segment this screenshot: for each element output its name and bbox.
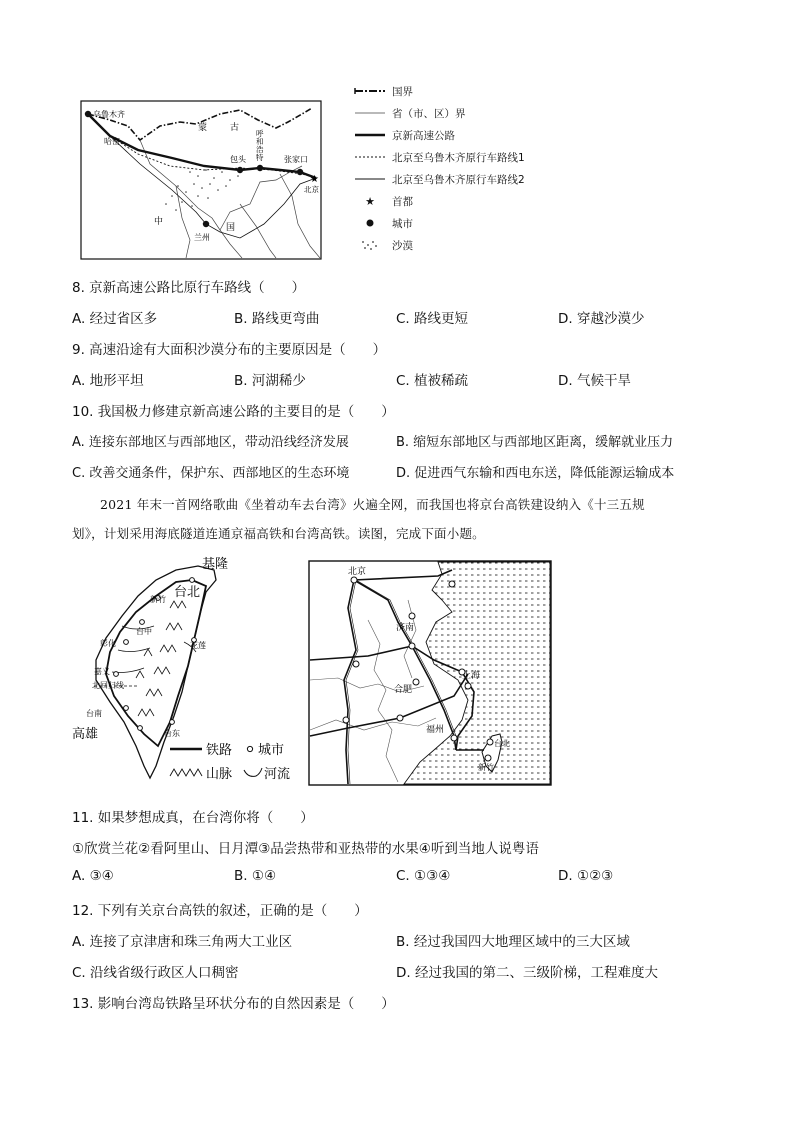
legend-item-desert bbox=[352, 238, 413, 252]
national-border-icon bbox=[352, 84, 388, 98]
map-jingtai-highspeed-rail bbox=[308, 560, 552, 786]
map-taiwan-svg bbox=[66, 556, 306, 786]
expressway-icon bbox=[352, 128, 388, 142]
q8-option-c[interactable]: C. 路线更短 bbox=[396, 311, 469, 327]
q11-option-a[interactable]: A. ③④ bbox=[72, 868, 114, 884]
q11-option-d[interactable]: D. ①②③ bbox=[558, 868, 614, 884]
legend-item-expressway bbox=[352, 128, 455, 142]
question-10-stem: 10. 我国极力修建京新高速公路的主要目的是（ ） bbox=[72, 404, 395, 420]
q9-option-c[interactable]: C. 植被稀疏 bbox=[396, 373, 469, 389]
legend-river-label: 河流 bbox=[264, 767, 291, 782]
label-tainan: 台南 bbox=[86, 709, 102, 718]
desert-dots-icon bbox=[352, 238, 388, 252]
label-zhangjiakou: 张家口 bbox=[284, 155, 308, 164]
q8-option-a[interactable]: A. 经过省区多 bbox=[72, 311, 158, 327]
q8-option-b[interactable]: B. 路线更弯曲 bbox=[234, 311, 320, 327]
legend-railway-label: 铁路 bbox=[206, 743, 233, 758]
legend-label: 省（市、区）界 bbox=[392, 107, 466, 120]
q9-option-b[interactable]: B. 河湖稀少 bbox=[234, 373, 306, 389]
q9-option-a[interactable]: A. 地形平坦 bbox=[72, 373, 144, 389]
map-jingtai-svg bbox=[308, 560, 552, 786]
legend-item-route1 bbox=[352, 150, 525, 164]
legend-label: 京新高速公路 bbox=[392, 129, 455, 142]
label-taibei: 台北 bbox=[174, 585, 201, 600]
mountain-legend-icon bbox=[170, 769, 202, 776]
label-baotou: 包头 bbox=[230, 155, 246, 164]
label-lanzhou: 兰州 bbox=[194, 233, 210, 242]
label-urumqi: 乌鲁木齐 bbox=[93, 110, 125, 119]
label-zhanghua: 彰化 bbox=[100, 639, 116, 648]
question-8-stem: 8. 京新高速公路比原行车路线（ ） bbox=[72, 280, 306, 296]
city-lanzhou-dot bbox=[203, 221, 209, 227]
map-expressway-svg bbox=[80, 100, 322, 260]
legend-label: 城市 bbox=[392, 217, 413, 230]
legend-city-label: 城市 bbox=[258, 743, 285, 758]
label-beijing: 北京 bbox=[348, 567, 367, 577]
legend-item-capital bbox=[352, 194, 413, 208]
label-guo: 国 bbox=[226, 223, 236, 233]
legend-mountain-label: 山脉 bbox=[206, 767, 233, 782]
label-gaoxiong: 高雄 bbox=[72, 727, 99, 742]
q10-option-a[interactable]: A. 连接东部地区与西部地区，带动沿线经济发展 bbox=[72, 435, 349, 450]
label-taizhong: 台中 bbox=[136, 627, 152, 636]
label-beijing: 北京 bbox=[304, 185, 319, 194]
legend-label: 北京至乌鲁木齐原行车路线1 bbox=[392, 151, 525, 164]
intro-paragraph-line2: 划》，计划采用海底隧道连通京福高铁和台湾高铁。读图，完成下面小题。 bbox=[72, 526, 485, 541]
q12-option-b[interactable]: B. 经过我国四大地理区域中的三大区域 bbox=[396, 934, 630, 950]
label-hefei: 合肥 bbox=[394, 685, 413, 695]
legend-label: 沙漠 bbox=[392, 239, 413, 252]
label-hu4: 特 bbox=[256, 153, 264, 162]
legend-label: 国界 bbox=[392, 85, 413, 98]
question-11-items: ①欣赏兰花②看阿里山、日月潭③品尝热带和亚热带的水果④听到当地人说粤语 bbox=[72, 841, 539, 857]
q12-option-a[interactable]: A. 连接了京津唐和珠三角两大工业区 bbox=[72, 934, 293, 950]
city-zhangjiakou-dot bbox=[297, 169, 303, 175]
legend-label: 首都 bbox=[392, 195, 413, 208]
q9-option-d[interactable]: D. 气候干旱 bbox=[558, 373, 631, 389]
capital-star-icon: ★ bbox=[365, 194, 375, 208]
label-hu3: 浩 bbox=[256, 145, 264, 154]
question-9-stem: 9. 高速沿途有大面积沙漠分布的主要原因是（ ） bbox=[72, 342, 387, 358]
q11-option-c[interactable]: C. ①③④ bbox=[396, 868, 451, 884]
label-jilong: 基隆 bbox=[202, 557, 229, 572]
provincial-border-icon bbox=[352, 106, 388, 120]
intro-paragraph-line1: 2021 年末一首网络歌曲《坐着动车去台湾》火遍全网，而我国也将京台高铁建设纳入《十三五规 bbox=[100, 497, 645, 512]
question-13-stem: 13. 影响台湾岛铁路呈环状分布的自然因素是（ ） bbox=[72, 996, 395, 1012]
label-gu: 古 bbox=[230, 123, 240, 133]
label-zhong: 中 bbox=[154, 217, 164, 227]
q10-option-b[interactable]: B. 缩短东部地区与西部地区距离，缓解就业压力 bbox=[396, 435, 674, 450]
question-12-stem: 12. 下列有关京台高铁的叙述，正确的是（ ） bbox=[72, 903, 368, 919]
legend-item-route2 bbox=[352, 172, 525, 186]
q12-option-d[interactable]: D. 经过我国的第二、三级阶梯，工程难度大 bbox=[396, 965, 658, 981]
label-shanghai: 上海 bbox=[462, 671, 481, 681]
thin-route-icon bbox=[352, 172, 388, 186]
dotted-route-icon bbox=[352, 150, 388, 164]
legend-item-city bbox=[352, 216, 413, 230]
legend-item-provincial-border bbox=[352, 106, 466, 120]
label-jiayi: 嘉义 bbox=[94, 667, 110, 676]
city-dot-icon bbox=[352, 216, 388, 230]
label-xinzhu: 新竹 bbox=[150, 595, 166, 604]
label-jinan: 济南 bbox=[396, 623, 415, 633]
q8-option-d[interactable]: D. 穿越沙漠少 bbox=[558, 311, 645, 327]
map1-legend bbox=[352, 84, 552, 264]
q10-option-d[interactable]: D. 促进西气东输和西电东送，降低能源运输成本 bbox=[396, 466, 675, 481]
label-taidong: 台东 bbox=[164, 729, 180, 738]
legend-item-national-border bbox=[352, 84, 413, 98]
city-baotou-dot bbox=[237, 167, 243, 173]
river-legend-icon bbox=[244, 768, 262, 776]
city-urumqi-dot bbox=[85, 111, 91, 117]
label-meng: 蒙 bbox=[198, 123, 208, 133]
label-hami: 哈密 bbox=[104, 137, 120, 146]
label-taibei: 台北 bbox=[494, 739, 510, 748]
label-hu2: 和 bbox=[256, 137, 264, 146]
capital-star: ★ bbox=[310, 174, 319, 185]
legend-label: 北京至乌鲁木齐原行车路线2 bbox=[392, 173, 525, 186]
label-hualian: 花莲 bbox=[190, 641, 206, 650]
q10-option-c[interactable]: C. 改善交通条件，保护东、西部地区的生态环境 bbox=[72, 466, 350, 481]
city-huhehaote-dot bbox=[257, 165, 263, 171]
map-taiwan-railway bbox=[66, 556, 306, 786]
question-11-stem: 11. 如果梦想成真，在台湾你将（ ） bbox=[72, 810, 314, 826]
q12-option-c[interactable]: C. 沿线省级行政区人口稠密 bbox=[72, 965, 239, 981]
label-tropic: 北回归线 bbox=[92, 681, 124, 690]
label-fuzhou: 福州 bbox=[426, 725, 445, 735]
label-xinzhu: 新竹 bbox=[478, 763, 494, 772]
label-hu1: 呼 bbox=[256, 129, 264, 138]
map-china-expressway bbox=[80, 100, 322, 260]
q11-option-b[interactable]: B. ①④ bbox=[234, 868, 277, 884]
city-circle-legend-icon bbox=[247, 746, 252, 751]
